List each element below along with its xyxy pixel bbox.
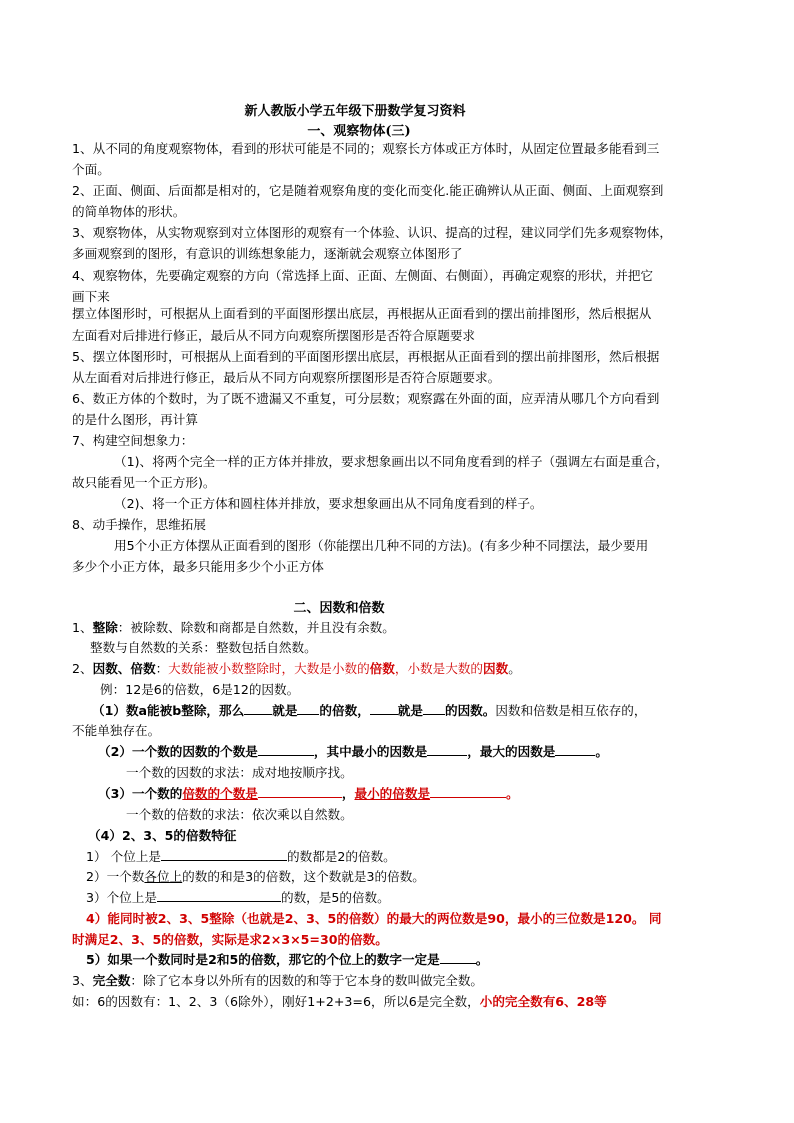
sec1-line-10: 左面看对后排进行修正，最后从不同方向观察所摆图形是否符合原题要求 [72,328,475,343]
blank [258,783,342,798]
sec2-line-1: 1、整除：被除数、除数和商都是自然数，并且没有余数。 [72,620,395,635]
sec2-line-5: （1）数a能被b整除，那么 就是 的倍数， 就是 的因数。因数和倍数是相互依存的， [92,700,724,721]
sec1-line-8: 画下来 [72,289,110,304]
sec2-line-11: （4）2、3、5的倍数特征 [88,828,237,843]
sec2-line-18: 3、完全数：除了它本身以外所有的因数的和等于它本身的数叫做完全数。 [72,973,484,988]
blank [423,700,445,715]
blank [430,783,506,798]
sec2-line-14: 3）个位上是 的数，是5的倍数。 [86,887,738,908]
sec1-line-12: 从左面看对后排进行修正，最后从不同方向观察所摆图形是否符合原题要求。 [72,370,501,385]
section-1-heading: 一、观察物体(三) [307,124,411,139]
sec1-line-9: 摆立体图形时，可根据从上面看到的平面图形摆出底层，再根据从正面看到的摆出前排图形，然后根据从 [72,306,652,321]
sec1-line-7: 4、观察物体，先要确定观察的方向（常选择上面、正面、左侧面、右侧面），再确定观察的形状，并把它 [72,268,654,283]
blank [440,949,476,964]
document-title: 新人教版小学五年级下册数学复习资料 [244,104,466,119]
sec1-line-16: （1)、将两个完全一样的正方体并排放，要求想象画出以不同角度看到的样子（强调左右面是重合， [114,454,669,469]
sec2-line-3: 2、因数、倍数：大数能被小数整除时，大数是小数的倍数，小数是大数的因数。 [72,661,521,676]
sec1-line-18: （2)、将一个正方体和圆柱体并排放，要求想象画出从不同角度看到的样子。 [114,496,543,511]
sec2-line-12: 1） 个位上是 的数都是2的倍数。 [86,846,738,867]
section-2-heading: 二、因数和倍数 [293,601,385,616]
sec1-line-2: 个面。 [72,162,110,177]
sec1-line-21: 多少个小正方体，最多只能用多少个小正方体 [72,559,324,574]
sec2-line-15: 4）能同时被2、3、5整除（也就是2、3、5的倍数）的最大的两位数是90，最小的三位数是120。 同 [86,911,662,926]
sec1-line-17: 故只能看见一个正方形)。 [72,475,216,490]
sec1-line-3: 2、正面、侧面、后面都是相对的，它是随着观察角度的变化而变化.能正确辨认从正面、侧面、上面观察到 [72,183,664,198]
term-divisible: 整除 [92,620,118,635]
sec2-line-2: 整数与自然数的关系：整数包括自然数。 [90,640,317,655]
sec1-line-5: 3、观察物体，从实物观察到对立体图形的观察有一个体验、认识、提高的过程，建议同学们先多观察物体， [72,225,672,240]
blank [555,741,595,756]
sec1-line-13: 6、数正方体的个数时，为了既不遗漏又不重复，可分层数；观察露在外面的面，应弄清从哪几个方向看到 [72,391,660,406]
blank [427,741,467,756]
sec2-line-13: 2）一个数各位上的数的和是3的倍数，这个数就是3的倍数。 [86,869,425,884]
sec1-line-19: 8、动手操作，思维拓展 [72,517,206,532]
blank [244,700,272,715]
blank [370,700,398,715]
sec1-line-4: 的简单物体的形状。 [72,204,186,219]
blank [297,700,319,715]
sec2-line-16: 时满足2、3、5的倍数，实际是求2×3×5=30的倍数。 [72,932,388,947]
sec2-line-7: （2）一个数的因数的个数是 ，其中最小的因数是 ，最大的因数是 。 [98,741,724,762]
sec2-line-4: 例：12是6的倍数，6是12的因数。 [100,682,300,697]
sec1-line-6: 多画观察到的图形，有意识的训练想象能力，逐渐就会观察立体图形了 [72,246,463,261]
sec2-line-8: 一个数的因数的求法：成对地按顺序找。 [126,765,353,780]
sec1-line-15: 7、构建空间想象力： [72,433,194,448]
sec1-line-1: 1、从不同的角度观察物体，看到的形状可能是不同的；观察长方体或正方体时，从固定位置最多能看到三 [72,141,660,156]
sec2-line-10: 一个数的倍数的求法：依次乘以自然数。 [126,807,353,822]
sec1-line-14: 的是什么图形，再计算 [72,412,198,427]
blank [157,887,281,902]
blank [258,741,314,756]
sec1-line-11: 5、摆立体图形时，可根据从上面看到的平面图形摆出底层，再根据从正面看到的摆出前排图形，然后根据 [72,349,660,364]
sec2-line-19: 如：6的因数有：1、2、3（6除外），刚好1+2+3=6，所以6是完全数，小的完全数有6、28等 [72,994,607,1009]
blank [161,846,287,861]
sec2-line-9: （3）一个数的倍数的个数是 ，最小的倍数是 。 [98,783,724,804]
sec1-line-20: 用5个小正方体摆从正面看到的图形（你能摆出几种不同的方法)。(有多少种不同摆法，最少要用 [114,538,649,553]
sec2-line-17: 5）如果一个数同时是2和5的倍数，那它的个位上的数字一定是 。 [86,949,738,970]
sec2-line-6: 不能单独存在。 [72,723,161,738]
